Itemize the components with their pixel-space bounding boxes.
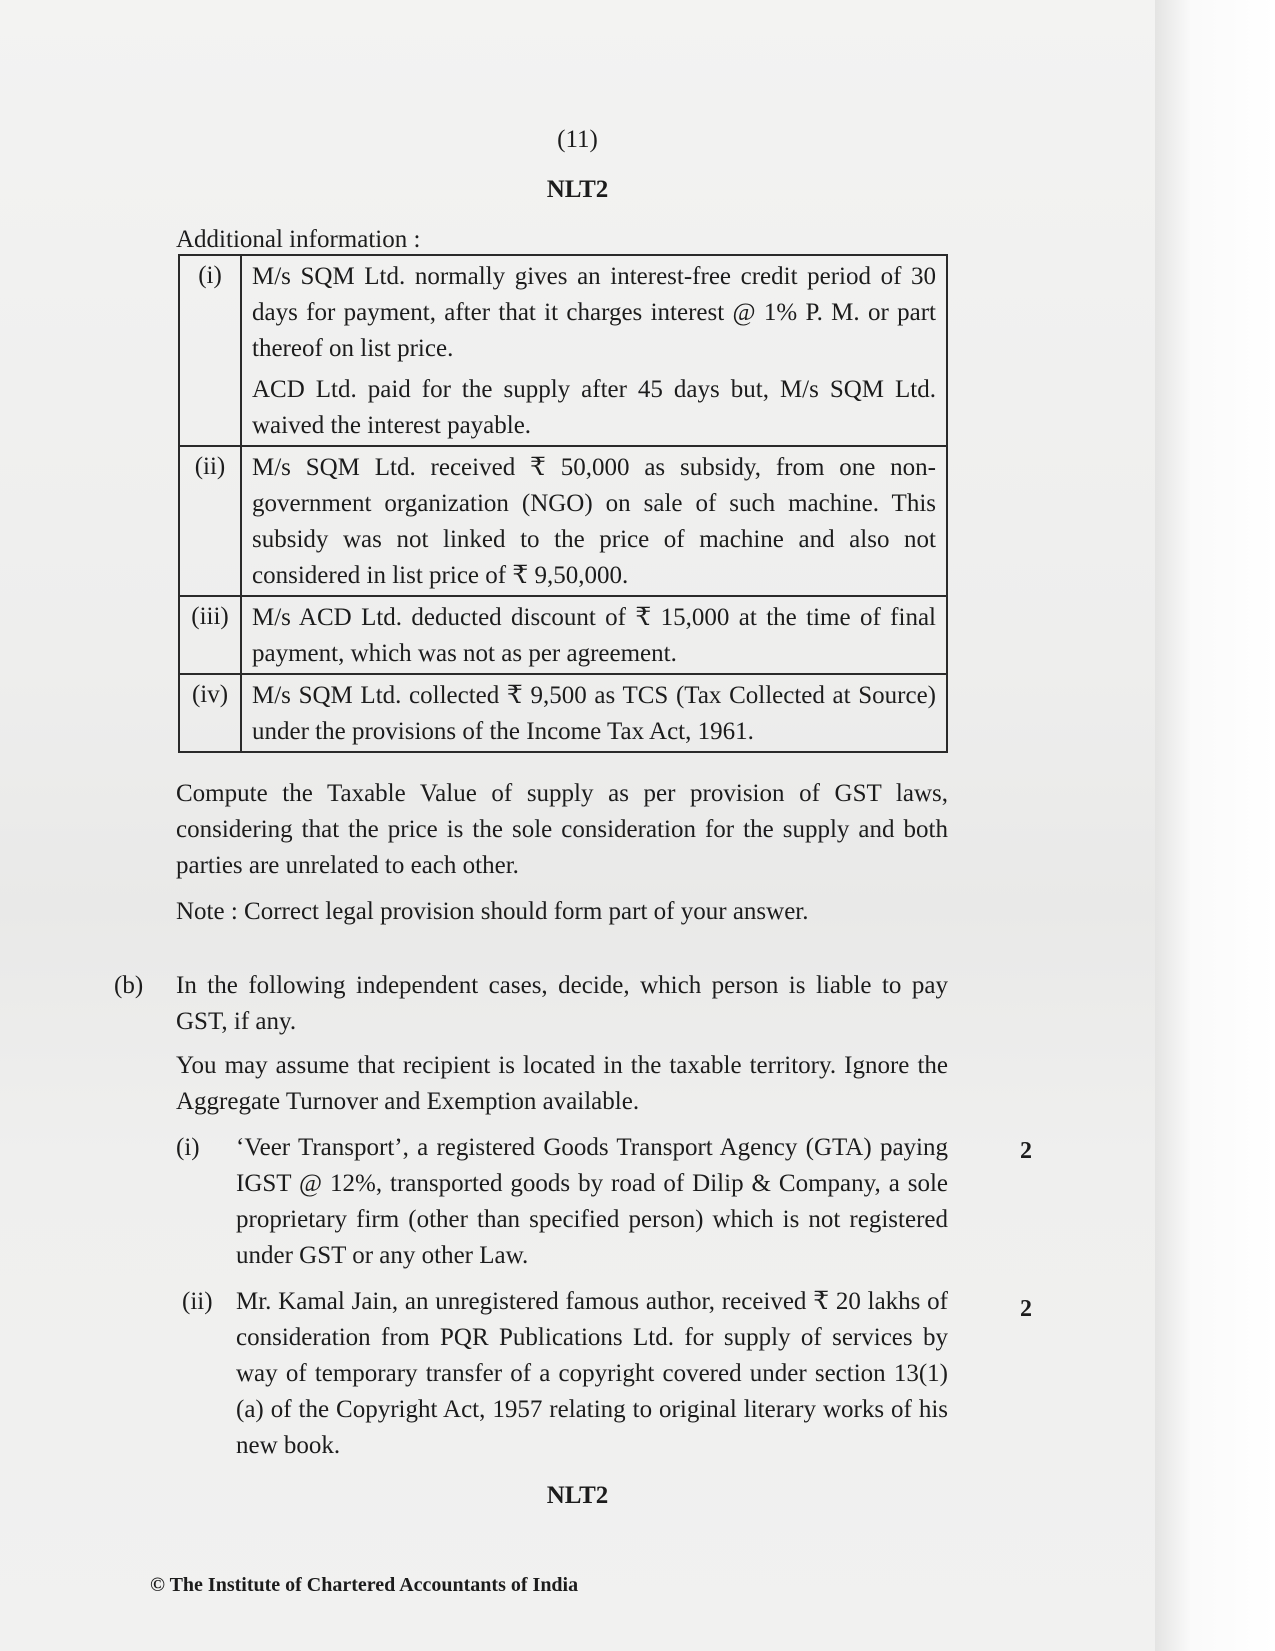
row-number: (i): [179, 255, 241, 446]
scan-margin: [1155, 0, 1275, 1651]
case-text: Mr. Kamal Jain, an unregistered famous author, received ₹ 20 lakhs of consideration from PQR Publications Ltd. for supply of services by way of temporary transfer of a copyright covered under section 13(1)(a) of the Copyright Act, 1957 relating to original literary works of his new book.: [236, 1288, 948, 1459]
row-paragraph: M/s SQM Ltd. collected ₹ 9,500 as TCS (Tax Collected at Source) under the provisions of the Income Tax Act, 1961.: [252, 682, 936, 745]
additional-info-heading: Additional information :: [176, 226, 421, 253]
table-row: [179, 255, 947, 446]
case-number: (i): [176, 1134, 200, 1161]
row-paragraph: M/s SQM Ltd. received ₹ 50,000 as subsidy, from one non-government organization (NGO) on sale of such machine. This subsidy was not linked to the price of machine and also not considered in list price of ₹ 9,50,000.: [252, 454, 936, 589]
case-text: ‘Veer Transport’, a registered Goods Transport Agency (GTA) paying IGST @ 12%, transported goods by road of Dilip & Company, a sole proprietary firm (other than specified person) which is not registered under GST or any other Law.: [236, 1134, 948, 1269]
row-paragraph: M/s ACD Ltd. deducted discount of ₹ 15,000 at the time of final payment, which was not as per agreement.: [252, 604, 936, 667]
row-text: [241, 674, 947, 752]
copyright-footer: © The Institute of Chartered Accountants of India: [150, 1574, 579, 1596]
row-paragraph: M/s SQM Ltd. normally gives an interest-free credit period of 30 days for payment, after that it charges interest @ 1% P. M. or part thereof on list price.: [252, 263, 936, 362]
paper-code-footer: NLT2: [546, 1482, 609, 1509]
row-number: (iv): [179, 674, 241, 752]
row-number: (ii): [179, 446, 241, 596]
row-text: [241, 596, 947, 674]
compute-instruction: Compute the Taxable Value of supply as per provision of GST laws, considering that the price is the sole consideration for the supply and both parties are unrelated to each other.: [176, 780, 948, 879]
table-row: [179, 446, 947, 596]
page-number: (11): [557, 126, 598, 153]
marks: 2: [1020, 1296, 1032, 1322]
table-row: [179, 596, 947, 674]
part-b-label: (b): [114, 972, 144, 999]
row-text: [241, 446, 947, 596]
row-text: [241, 255, 947, 446]
row-paragraph: ACD Ltd. paid for the supply after 45 days but, M/s SQM Ltd. waived the interest payable.: [252, 376, 936, 439]
marks: 2: [1020, 1138, 1032, 1164]
row-number: (iii): [179, 596, 241, 674]
part-b-intro: In the following independent cases, decide, which person is liable to pay GST, if any.: [176, 972, 948, 1035]
case-number: (ii): [182, 1288, 213, 1315]
additional-info-table: [178, 254, 948, 753]
paper-code-header: NLT2: [546, 176, 609, 203]
table-row: [179, 674, 947, 752]
note-text: Note : Correct legal provision should form part of your answer.: [176, 898, 809, 925]
part-b-assumption: You may assume that recipient is located in the taxable territory. Ignore the Aggregate Turnover and Exemption available.: [176, 1052, 948, 1115]
